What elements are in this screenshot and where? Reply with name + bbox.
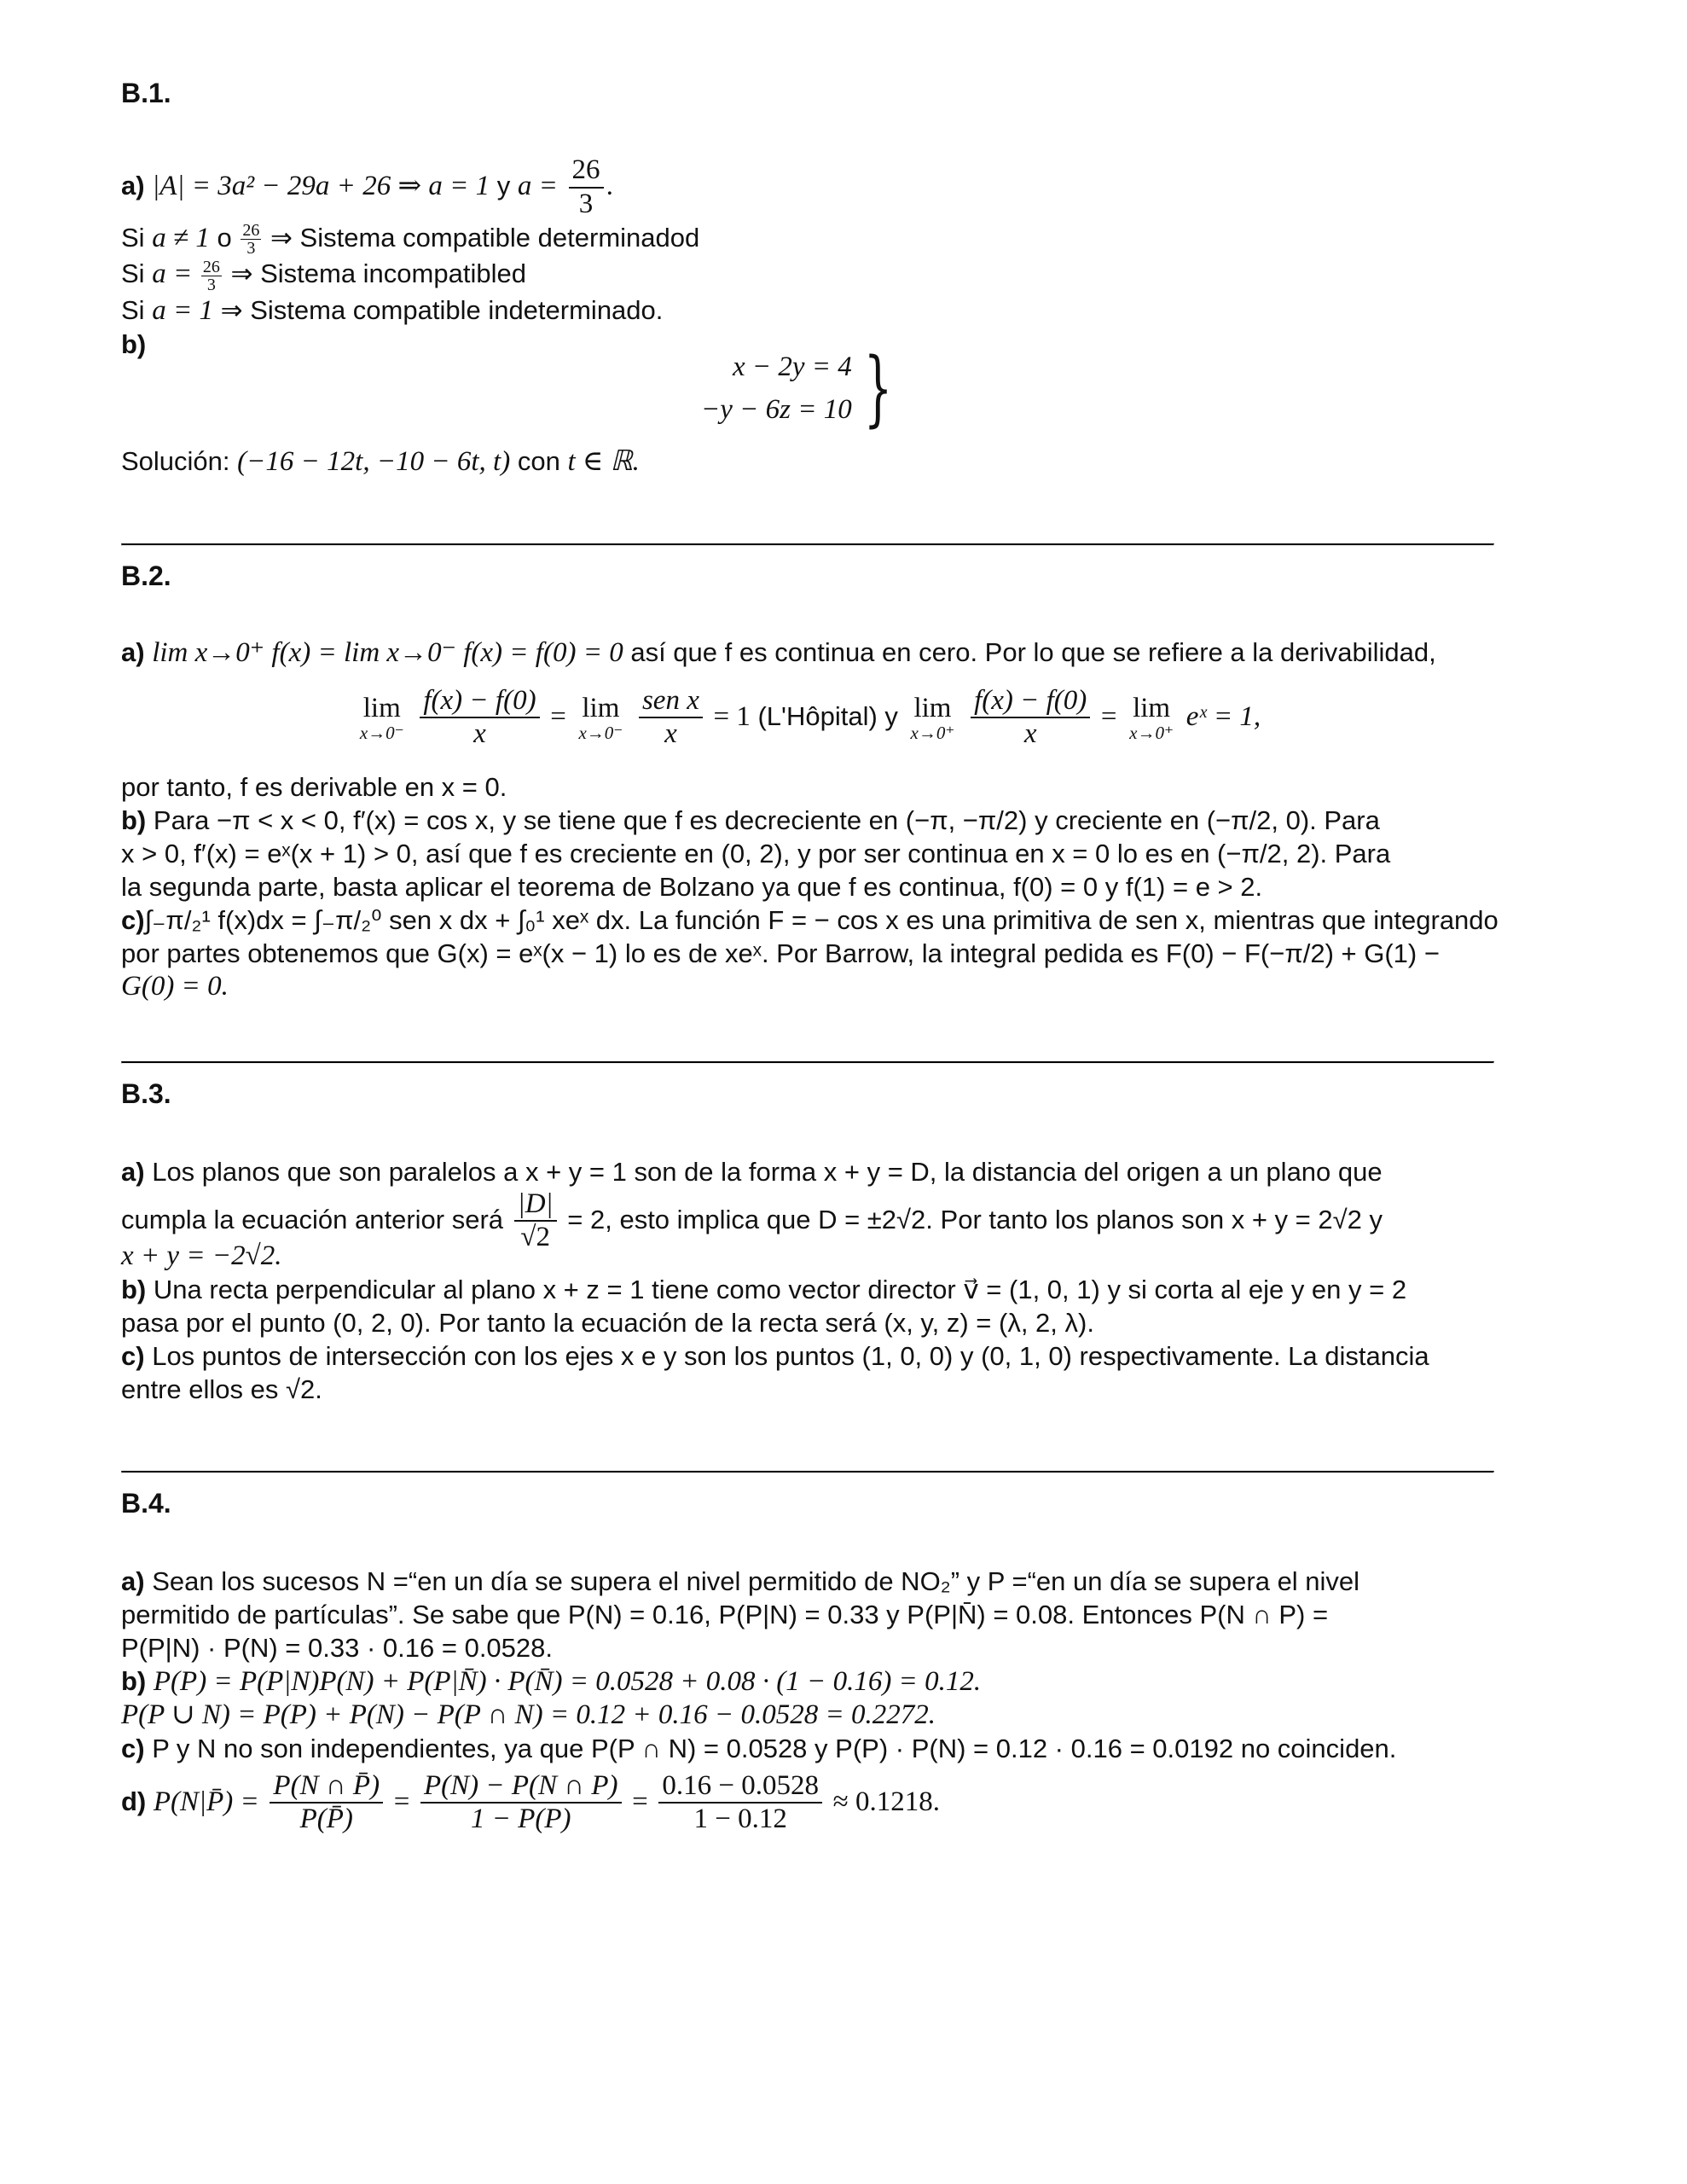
b1-l3-expr: a = 1 <box>152 294 213 326</box>
b1-system-equations <box>701 346 852 431</box>
b1-case-2 <box>121 257 1494 293</box>
section-b3 <box>121 1077 1494 1406</box>
b4-d-frac3-den: 1 − 0.12 <box>693 1804 787 1835</box>
b4-c-text1: P y N no son independientes, ya que P(P ∩ N) = 0.0528 y P(P) · P(N) = 0.12 · 0.16 = 0.0192 no coinciden. <box>152 1733 1397 1763</box>
b4-c-label: c) <box>121 1733 145 1763</box>
b1-b-label: b) <box>121 328 147 359</box>
b1-system-brace: } <box>863 340 893 436</box>
b4-d-frac1-num: P(N ∩ P̄) <box>270 1770 383 1804</box>
b1-l2-expr: a = <box>152 258 193 290</box>
b4-b-line1 <box>121 1664 1494 1699</box>
b2-lim3 <box>911 693 955 743</box>
b4-d-frac1-den: P(P̄) <box>299 1804 353 1835</box>
b3-a-line1 <box>121 1155 1494 1188</box>
b2-lim1-word: lim <box>362 692 401 723</box>
b2-c-line1 <box>121 903 1499 937</box>
heading-b4: B.4. <box>121 1487 171 1519</box>
b3-c-line2: entre ellos es √2. <box>121 1374 322 1404</box>
b4-d-result: ≈ 0.1218. <box>832 1786 940 1817</box>
b2-b-line3: la segunda parte, basta aplicar el teorema de Bolzano ya que f es continua, f(0) = 0 y f(1) = e > 2. <box>121 871 1263 902</box>
b3-a-line2-post: = 2, esto implica que D = ±2√2. Por tanto los planos son x + y = 2√2 y <box>567 1204 1383 1234</box>
b1-l1-o: o <box>217 222 232 253</box>
b1-sol-expr: (−16 − 12t, −10 − 6t, t) <box>237 445 511 477</box>
b2-frac3-den: x <box>1023 718 1037 750</box>
b4-d-frac2 <box>420 1770 622 1837</box>
b4-d-frac2-num: P(N) − P(N ∩ P) <box>420 1770 622 1804</box>
b1-l2-frac-num: 26 <box>202 257 220 276</box>
b2-after-lim: por tanto, f es derivable en x = 0. <box>121 771 507 802</box>
b2-b-label: b) <box>121 804 147 835</box>
heading-b3: B.3. <box>121 1077 171 1109</box>
b2-a-line <box>121 636 1494 670</box>
b2-c-text1: ∫₋π/₂¹ f(x)dx = ∫₋π/₂⁰ sen x dx + ∫₀¹ xeˣ dx. La función F = − cos x es una primitiva de sen x, mientras que integrando <box>144 904 1499 935</box>
b2-b-line1 <box>121 804 1494 837</box>
b1-sol-con: con <box>517 445 560 476</box>
b2-frac2-num: sen x <box>639 685 703 719</box>
b3-c-text1: Los puntos de intersección con los ejes x e y son los puntos (1, 0, 0) y (0, 1, 0) respectivamente. La distancia <box>152 1340 1429 1371</box>
b2-b-text1: Para −π < x < 0, f′(x) = cos x, y se tiene que f es decreciente en (−π, −π/2) y creciente en (−π/2, 0). Para <box>153 804 1380 835</box>
b4-d-lhs: P(N|P̄) = <box>153 1786 259 1817</box>
b3-a-frac <box>514 1188 557 1255</box>
b3-b-label: b) <box>121 1274 147 1304</box>
b1-case-3 <box>121 293 1494 328</box>
b4-b-line2: P(P ∪ N) = P(P) + P(N) − P(P ∩ N) = 0.12 + 0.16 − 0.0528 = 0.2272. <box>121 1699 936 1730</box>
b1-a-expr: |A| = 3a² − 29a + 26 ⇒ a = 1 <box>152 171 490 202</box>
b2-a-label: a) <box>121 636 145 667</box>
b3-a-line2 <box>121 1188 1494 1253</box>
b4-d-frac1 <box>270 1770 383 1837</box>
b1-a-frac-num: 26 <box>569 154 604 189</box>
b4-d-line: d) P(N|P̄) = $\frac{P(N \cap P̄)}{P(P̄)}$ = $\frac{P(N) - P(N \cap P)}{1 - P(P)}$ = $\frac{0.16 - 0.0528}{1 - 0.12}$ ≈ 0.1218. <box>121 1769 940 1835</box>
b3-a-line2-pre: cumpla la ecuación anterior será <box>121 1204 504 1234</box>
b3-a-line3: x + y = −2√2. <box>121 1240 282 1271</box>
b2-frac3-num: f(x) − f(0) <box>971 685 1090 719</box>
b3-a-text1: Los planos que son paralelos a x + y = 1 son de la forma x + y = D, la distancia del origen a un plano que <box>152 1156 1383 1187</box>
b1-solution <box>121 444 1494 479</box>
section-b1 <box>121 77 1494 479</box>
b1-system <box>121 340 1494 446</box>
b1-a-frac-den: 3 <box>578 188 594 219</box>
b4-a-label: a) <box>121 1565 145 1596</box>
b4-a-line3: P(P|N) · P(N) = 0.33 · 0.16 = 0.0528. <box>121 1632 554 1663</box>
b1-a-frac <box>569 154 604 221</box>
b2-b-line2: x > 0, f′(x) = eˣ(x + 1) > 0, así que f es creciente en (0, 2), y por ser continua en x = 0 lo es en (−π/2, 2). Para <box>121 838 1391 868</box>
b2-lhopital: (L'Hôpital) y <box>757 700 898 731</box>
b1-l1-text: ⇒ Sistema compatible determinadod <box>270 222 700 253</box>
b1-a-y: y <box>496 171 511 201</box>
b2-frac3 <box>971 685 1090 752</box>
b2-limits-display: lim x→0⁻ $\frac{f(x) - f(0)}{x}$ = lim x→0⁻ $\frac{\text{sen x}}{x}$ = 1 (L'Hôpital) y lim x→0⁺ $\frac{f(x) - f(0)}{x}$ = lim x→0⁺ eˣ = 1, <box>359 684 1261 750</box>
b2-lim2 <box>578 693 623 743</box>
b2-c-label: c) <box>121 904 145 935</box>
b3-b-line1 <box>121 1273 1494 1306</box>
b4-b-label: b) <box>121 1665 147 1696</box>
b3-c-line1 <box>121 1339 1494 1373</box>
b1-a-line: a) |A| = 3a² − 29a + 26 ⇒ a = 1 y a = $\frac{26}{3}$ . <box>121 154 614 219</box>
b2-frac1-num: f(x) − f(0) <box>420 685 539 719</box>
b2-c-line2: por partes obtenemos que G(x) = eˣ(x − 1) lo es de xeˣ. Por Barrow, la integral pedida es F(0) − F(−π/2) + G(1) − <box>121 938 1440 968</box>
b3-c-label: c) <box>121 1340 145 1371</box>
b4-d-frac2-den: 1 − P(P) <box>470 1804 571 1835</box>
b2-lim3-word: lim <box>913 692 952 723</box>
b4-d-label: d) <box>121 1786 147 1816</box>
divider-2 <box>121 1061 1494 1064</box>
b1-sol-label: Solución: <box>121 445 230 476</box>
b1-l1-si: Si <box>121 222 145 253</box>
section-b2 <box>121 560 1499 1003</box>
b3-b-text1: Una recta perpendicular al plano x + z = 1 tiene como vector director v⃗ = (1, 0, 1) y si corta al eje y en y = 2 <box>153 1274 1407 1304</box>
b4-a-line2: permitido de partículas”. Se sabe que P(N) = 0.16, P(P|N) = 0.33 y P(P|N̄) = 0.08. Entonces P(N ∩ P) = <box>121 1599 1329 1629</box>
b2-frac2-den: x <box>664 718 677 750</box>
b3-a-frac-den: √2 <box>520 1222 550 1253</box>
b4-d-frac3 <box>658 1770 822 1837</box>
heading-b2: B.2. <box>121 560 171 591</box>
b4-d-frac3-num: 0.16 − 0.0528 <box>658 1770 822 1804</box>
b1-l2-frac-den: 3 <box>206 275 216 294</box>
b2-lim2-word: lim <box>582 692 620 723</box>
b4-b-text1: P(P) = P(P|N)P(N) + P(P|N̄) · P(N̄) = 0.0528 + 0.08 · (1 − 0.16) = 0.12. <box>153 1665 982 1697</box>
b2-exp-tail: eˣ = 1, <box>1186 700 1261 732</box>
b2-lim4-word: lim <box>1133 692 1171 723</box>
b2-a-expr: lim x→0⁺ f(x) = lim x→0⁻ f(x) = f(0) = 0 <box>152 636 623 668</box>
b2-frac1 <box>420 685 539 752</box>
b1-sol-set: t ∈ ℝ. <box>567 445 640 477</box>
b1-l3-text: ⇒ Sistema compatible indeterminado. <box>220 294 664 325</box>
b1-l2-si: Si <box>121 258 145 289</box>
b2-lim4-sub: x→0⁺ <box>1129 723 1174 744</box>
b1-l3-si: Si <box>121 294 145 325</box>
b3-a-frac-num: |D| <box>514 1188 557 1223</box>
b1-l1-frac <box>241 222 261 257</box>
b1-a-eq: a = <box>517 171 558 202</box>
b2-lim2-sub: x→0⁻ <box>578 723 623 744</box>
b2-lim1 <box>360 693 404 743</box>
b2-lim1-sub: x→0⁻ <box>359 723 404 744</box>
b1-l2-text: ⇒ Sistema incompatibled <box>230 258 526 289</box>
b2-lim3-sub: x→0⁺ <box>910 723 955 744</box>
b2-frac1-den: x <box>473 718 486 750</box>
heading-b1: B.1. <box>121 78 171 108</box>
b4-a-text1: Sean los sucesos N =“en un día se supera el nivel permitido de NO₂” y P =“en un día se supera el nivel <box>152 1565 1360 1596</box>
b2-eq1: = 1 <box>713 700 751 732</box>
b3-b-line2: pasa por el punto (0, 2, 0). Por tanto la ecuación de la recta será (x, y, z) = (λ, 2, λ). <box>121 1307 1094 1338</box>
divider-1 <box>121 543 1494 546</box>
b2-lim4 <box>1129 693 1174 743</box>
b1-l1-frac-den: 3 <box>246 239 256 258</box>
section-b4 <box>121 1487 1494 1837</box>
b1-l2-frac <box>201 258 222 293</box>
b1-l1-expr: a ≠ 1 <box>152 222 210 253</box>
b4-c-line1 <box>121 1732 1494 1765</box>
b4-a-line1 <box>121 1565 1494 1598</box>
b3-a-label: a) <box>121 1156 145 1187</box>
b1-a-label: a) <box>121 171 145 201</box>
b1-l1-frac-num: 26 <box>242 221 260 241</box>
b1-sys-eq1: x − 2y = 4 <box>732 351 852 382</box>
document-page <box>121 60 1499 1836</box>
b2-a-text: así que f es continua en cero. Por lo que se refiere a la derivabilidad, <box>630 636 1436 667</box>
b1-case-1 <box>121 221 1494 257</box>
divider-3 <box>121 1471 1494 1473</box>
b2-c-line3: G(0) = 0. <box>121 970 229 1002</box>
b1-sys-eq2: −y − 6z = 10 <box>701 393 852 425</box>
b2-frac2 <box>639 685 703 752</box>
